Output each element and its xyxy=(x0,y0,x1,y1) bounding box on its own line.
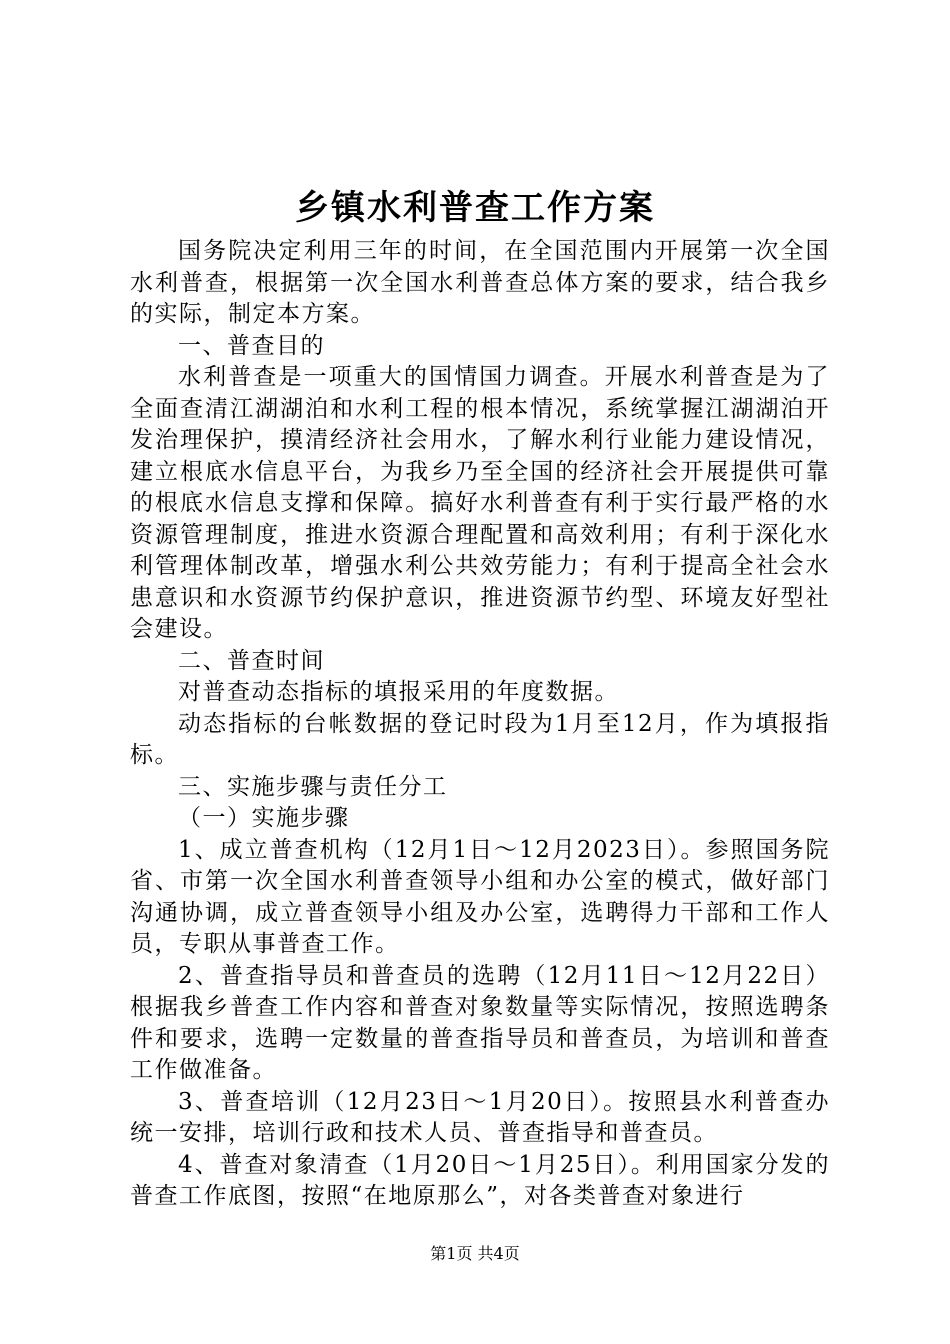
document-title: 乡镇水利普查工作方案 xyxy=(295,188,655,228)
paragraph-step-3: 3、普查培训（12月23日～1月20日）。按照县水利普查办统一安排，培训行政和技术人员、普查指导和普查员。 xyxy=(130,1088,830,1146)
paragraph-purpose: 水利普查是一项重大的国情国力调查。开展水利普查是为了全面查清江湖湖泊和水利工程的根本情况，系统掌握江湖湖泊开发治理保护，摸清经济社会用水，了解水利行业能力建设情况，建立根底水信息平台，为我乡乃至全国的经济社会开展提供可靠的根底水信息支撑和保障。搞好水利普查有利于实行最严格的水资源管理制度，推进水资源合理配置和高效利用；有利于深化水利管理体制改革，增强水利公共效劳能力；有利于提高全社会水患意识和水资源节约保护意识，推进资源节约型、环境友好型社会建设。 xyxy=(130,364,830,642)
section-heading-time: 二、普查时间 xyxy=(178,647,325,674)
document-body xyxy=(130,236,830,1213)
paragraph-step-1: 1、成立普查机构（12月1日～12月2023日）。参照国务院省、市第一次全国水利普查领导小组和办公室的模式，做好部门沟通协调，成立普查领导小组及办公室，选聘得力干部和工作人员，专职从事普查工作。 xyxy=(130,836,830,957)
page-footer: 第1页 共4页 xyxy=(430,1244,520,1263)
paragraph-step-4: 4、普查对象清查（1月20日～1月25日）。利用国家分发的普查工作底图，按照“在地原那么”，对各类普查对象进行 xyxy=(130,1151,830,1209)
paragraph-time-2: 动态指标的台帐数据的登记时段为1月至12月，作为填报指标。 xyxy=(130,710,830,768)
section-heading-steps: 三、实施步骤与责任分工 xyxy=(178,773,448,800)
paragraph-intro: 国务院决定利用三年的时间，在全国范围内开展第一次全国水利普查，根据第一次全国水利普查总体方案的要求，结合我乡的实际，制定本方案。 xyxy=(130,238,830,327)
paragraph-time-1: 对普查动态指标的填报采用的年度数据。 xyxy=(178,679,619,705)
paragraph-step-2: 2、普查指导员和普查员的选聘（12月11日～12月22日）根据我乡普查工作内容和普查对象数量等实际情况，按照选聘条件和要求，选聘一定数量的普查指导员和普查员，为培训和普查工作做准备。 xyxy=(130,962,830,1083)
subsection-heading-steps: （一）实施步骤 xyxy=(178,805,350,831)
section-heading-purpose: 一、普查目的 xyxy=(178,332,325,359)
